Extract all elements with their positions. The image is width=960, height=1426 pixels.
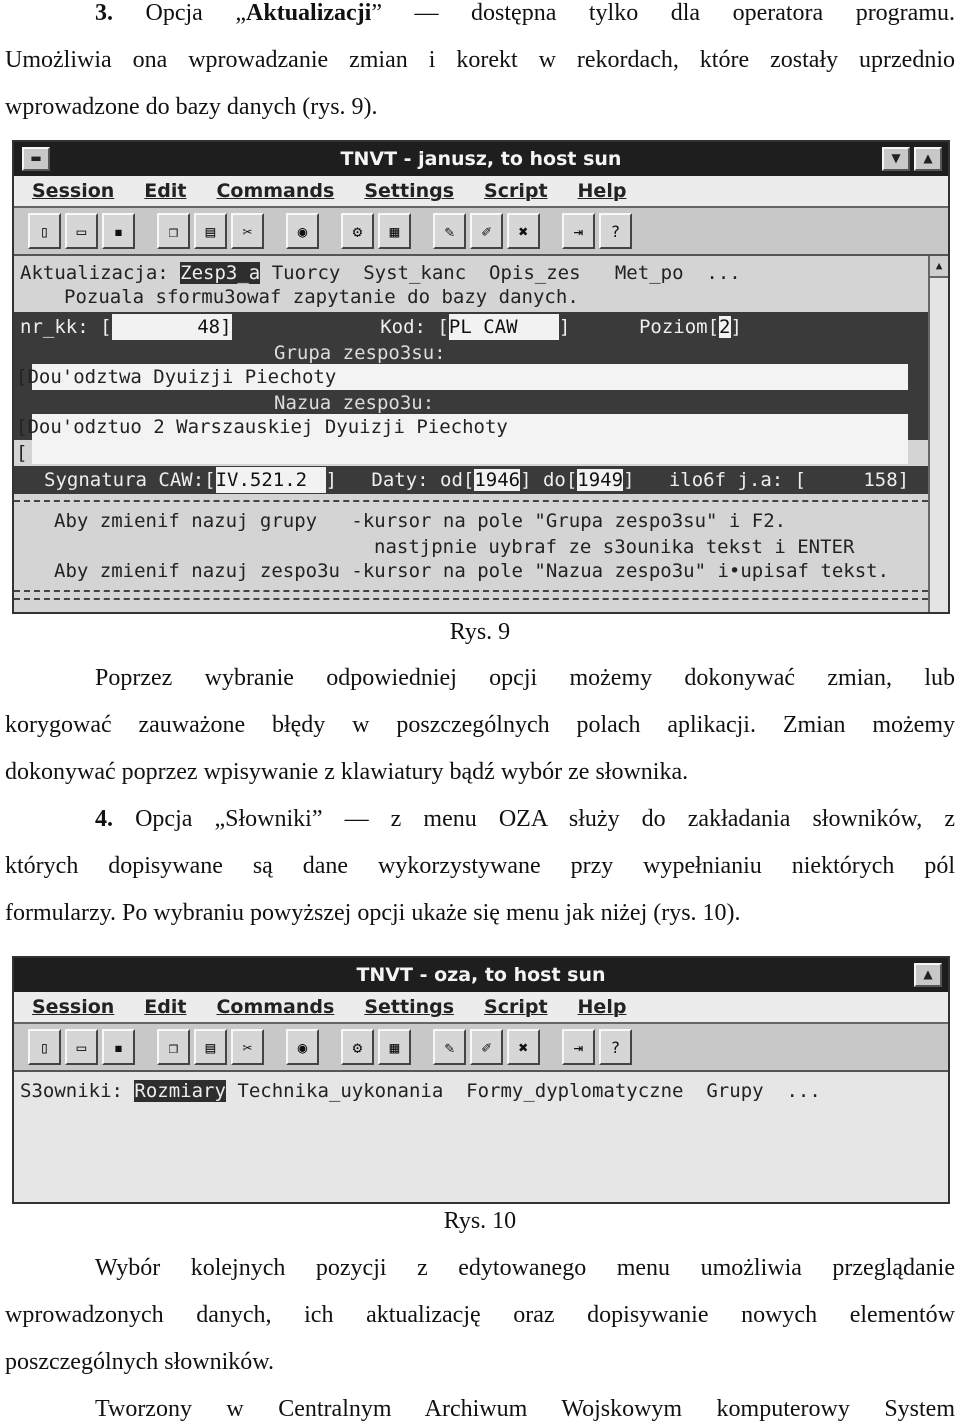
terminal-screen [14, 1072, 948, 1202]
menu-help[interactable]: Help [577, 180, 627, 202]
menu-session[interactable]: Session [32, 180, 115, 202]
paragraph-line: 4. Opcja „Słowniki” — z menu OZA służy do zakładania słowników, z [95, 806, 955, 832]
paragraph-line: poszczególnych słowników. [5, 1349, 275, 1375]
menu-edit[interactable]: Edit [144, 180, 187, 202]
menu-script[interactable]: Script [484, 996, 548, 1018]
record-icon[interactable]: ◉ [286, 213, 319, 249]
paragraph-line: formularzy. Po wybraniu powyższej opcji ukaże się menu jak niżej (rys. 10). [5, 900, 741, 926]
paragraph-line: wprowadzonych danych, ich aktualizację oraz dopisywanie nowych elementów [5, 1302, 955, 1328]
menu-bar [14, 992, 948, 1024]
copy-icon[interactable]: ❐ [157, 213, 190, 249]
menu-commands[interactable]: Commands [216, 180, 335, 202]
paragraph-line: których dopisywane są dane wykorzystywane przy wypełnianiu niektórych pól [5, 853, 955, 879]
separator-line [14, 500, 928, 504]
cut-icon[interactable]: ✂ [231, 213, 264, 249]
paragraph-browsing [5, 1245, 955, 1386]
separator-line [14, 598, 928, 602]
figure-caption-rys9: Rys. 9 [449, 619, 511, 645]
paragraph-system [5, 1386, 955, 1426]
daty-od-field[interactable]: 1946 [474, 469, 521, 491]
save-icon[interactable]: ▪ [102, 1029, 135, 1065]
menu-settings[interactable]: Settings [364, 180, 455, 202]
menu-selected-item[interactable]: Zesp3_a [180, 262, 261, 284]
window-title: TNVT - oza, to host sun [356, 964, 606, 986]
grupa-field[interactable]: [Dou'odztwa Dyuizji Piechoty [16, 366, 337, 388]
help-text: Aby zmienif nazuj zespo3u -kursor na pole "Nazua zespo3u" i•upisaf tekst. [54, 560, 890, 582]
terminal-window-rys9 [12, 140, 950, 614]
save-icon[interactable]: ▪ [102, 213, 135, 249]
poziom-field[interactable]: 2 [719, 316, 731, 338]
paragraph-line: dokonywać poprzez wpisywanie z klawiatury bądź wybór ze słownika. [5, 759, 689, 785]
help-icon[interactable]: ? [599, 1029, 632, 1065]
paragraph-line: Wybór kolejnych pozycji z edytowanego menu umożliwia przeglądanie [95, 1255, 955, 1281]
menu-edit[interactable]: Edit [144, 996, 187, 1018]
grupa-label: Grupa zespo3su: [274, 342, 446, 364]
menu-script[interactable]: Script [484, 180, 548, 202]
sygnatura-field[interactable]: IV.521.2 [216, 467, 326, 493]
menu-row: S3owniki: Rozmiary Technika_uykonania Formy_dyplomatyczne Grupy ... [20, 1080, 821, 1102]
paragraph-line: Poprzez wybranie odpowiedniej opcji możemy dokonywać zmian, lub [95, 665, 955, 691]
paragraph-line: korygować zauważone błędy w poszczególnych polach aplikacji. Zmian możemy [5, 712, 955, 738]
menu-help[interactable]: Help [577, 996, 627, 1018]
settings-icon[interactable]: ⚙ [341, 1029, 374, 1065]
paragraph-slowniki [5, 796, 955, 937]
script-icon[interactable]: ✎ [433, 1029, 466, 1065]
settings-icon[interactable]: ⚙ [341, 213, 374, 249]
paragraph-edit-options [5, 655, 955, 796]
menu-bar [14, 176, 948, 208]
sygnatura-row: Sygnatura CAW:[IV.521.2 ] Daty: od[1946] do[1949] ilo6f j.a: [ 158] [44, 469, 910, 491]
keyboard-icon[interactable]: ▦ [378, 1029, 411, 1065]
help-text: Aby zmienif nazuj grupy -kursor na pole "Grupa zespo3su" i F2. [54, 510, 787, 532]
separator-line [14, 590, 928, 594]
exit-icon[interactable]: ⇥ [562, 213, 595, 249]
menu-commands[interactable]: Commands [216, 996, 335, 1018]
keyboard-icon[interactable]: ▦ [378, 213, 411, 249]
open-folder-icon[interactable]: ▭ [65, 213, 98, 249]
vertical-scrollbar[interactable] [928, 256, 948, 612]
new-file-icon[interactable]: ▯ [28, 1029, 61, 1065]
copy-icon[interactable]: ❐ [157, 1029, 190, 1065]
minimize-icon[interactable]: ▼ [882, 147, 910, 171]
paste-icon[interactable]: ▤ [194, 213, 227, 249]
kod-field[interactable]: PL CAW [449, 314, 559, 340]
record-icon[interactable]: ◉ [286, 1029, 319, 1065]
new-file-icon[interactable]: ▯ [28, 213, 61, 249]
help-icon[interactable]: ? [599, 213, 632, 249]
nazwa-field[interactable]: [Dou'odztuo 2 Warszauskiej Dyuizji Piechoty [16, 416, 508, 438]
paragraph-line: Tworzony w Centralnym Archiwum Wojskowym komputerowy System [95, 1396, 955, 1422]
window-title: TNVT - janusz, to host sun [340, 148, 622, 170]
menu-session[interactable]: Session [32, 996, 115, 1018]
maximize-icon[interactable]: ▲ [914, 147, 942, 171]
menu-selected-item[interactable]: Rozmiary [134, 1080, 226, 1102]
paragraph-aktualizacja [5, 0, 955, 131]
menu-settings[interactable]: Settings [364, 996, 455, 1018]
maximize-icon[interactable]: ▲ [914, 963, 942, 987]
paragraph-line: 3. Opcja „Aktualizacji” — dostępna tylko dla operatora programu. [95, 0, 955, 26]
script-icon[interactable]: ✎ [433, 213, 466, 249]
window-titlebar [14, 142, 948, 176]
exit-icon[interactable]: ⇥ [562, 1029, 595, 1065]
menu-row: Aktualizacja: Zesp3_a Tuorcy Syst_kanc Opis_zes Met_po ... [20, 262, 741, 284]
toolbar [14, 1024, 948, 1072]
scroll-up-icon[interactable]: ▲ [930, 256, 948, 278]
stop-script-icon[interactable]: ✖ [507, 1029, 540, 1065]
paste-icon[interactable]: ▤ [194, 1029, 227, 1065]
help-text: nastjpnie uybraf ze s3ounika tekst i ENTER [374, 536, 855, 558]
toolbar [14, 208, 948, 256]
window-titlebar [14, 958, 948, 992]
paragraph-line: Umożliwia ona wprowadzanie zmian i korekt w rekordach, które zostały uprzednio [5, 47, 955, 73]
paragraph-line: wprowadzone do bazy danych (rys. 9). [5, 94, 378, 120]
nrkk-row: nr_kk: [ 48] Kod: [PL CAW ] Poziom[2] [20, 316, 742, 338]
hint-row: Pozuala sformu3owaf zapytanie do bazy danych. [64, 286, 579, 308]
terminal-screen [14, 256, 948, 612]
edit-script-icon[interactable]: ✐ [470, 213, 503, 249]
open-folder-icon[interactable]: ▭ [65, 1029, 98, 1065]
daty-do-field[interactable]: 1949 [577, 469, 624, 491]
figure-caption-rys10: Rys. 10 [443, 1208, 517, 1234]
nazwa-label: Nazua zespo3u: [274, 392, 435, 414]
empty-field[interactable]: [ [16, 442, 28, 464]
nrkk-field[interactable]: 48] [112, 314, 232, 340]
edit-script-icon[interactable]: ✐ [470, 1029, 503, 1065]
terminal-window-rys10 [12, 956, 950, 1204]
system-menu-icon[interactable]: ▬ [22, 147, 50, 171]
cut-icon[interactable]: ✂ [231, 1029, 264, 1065]
stop-script-icon[interactable]: ✖ [507, 213, 540, 249]
